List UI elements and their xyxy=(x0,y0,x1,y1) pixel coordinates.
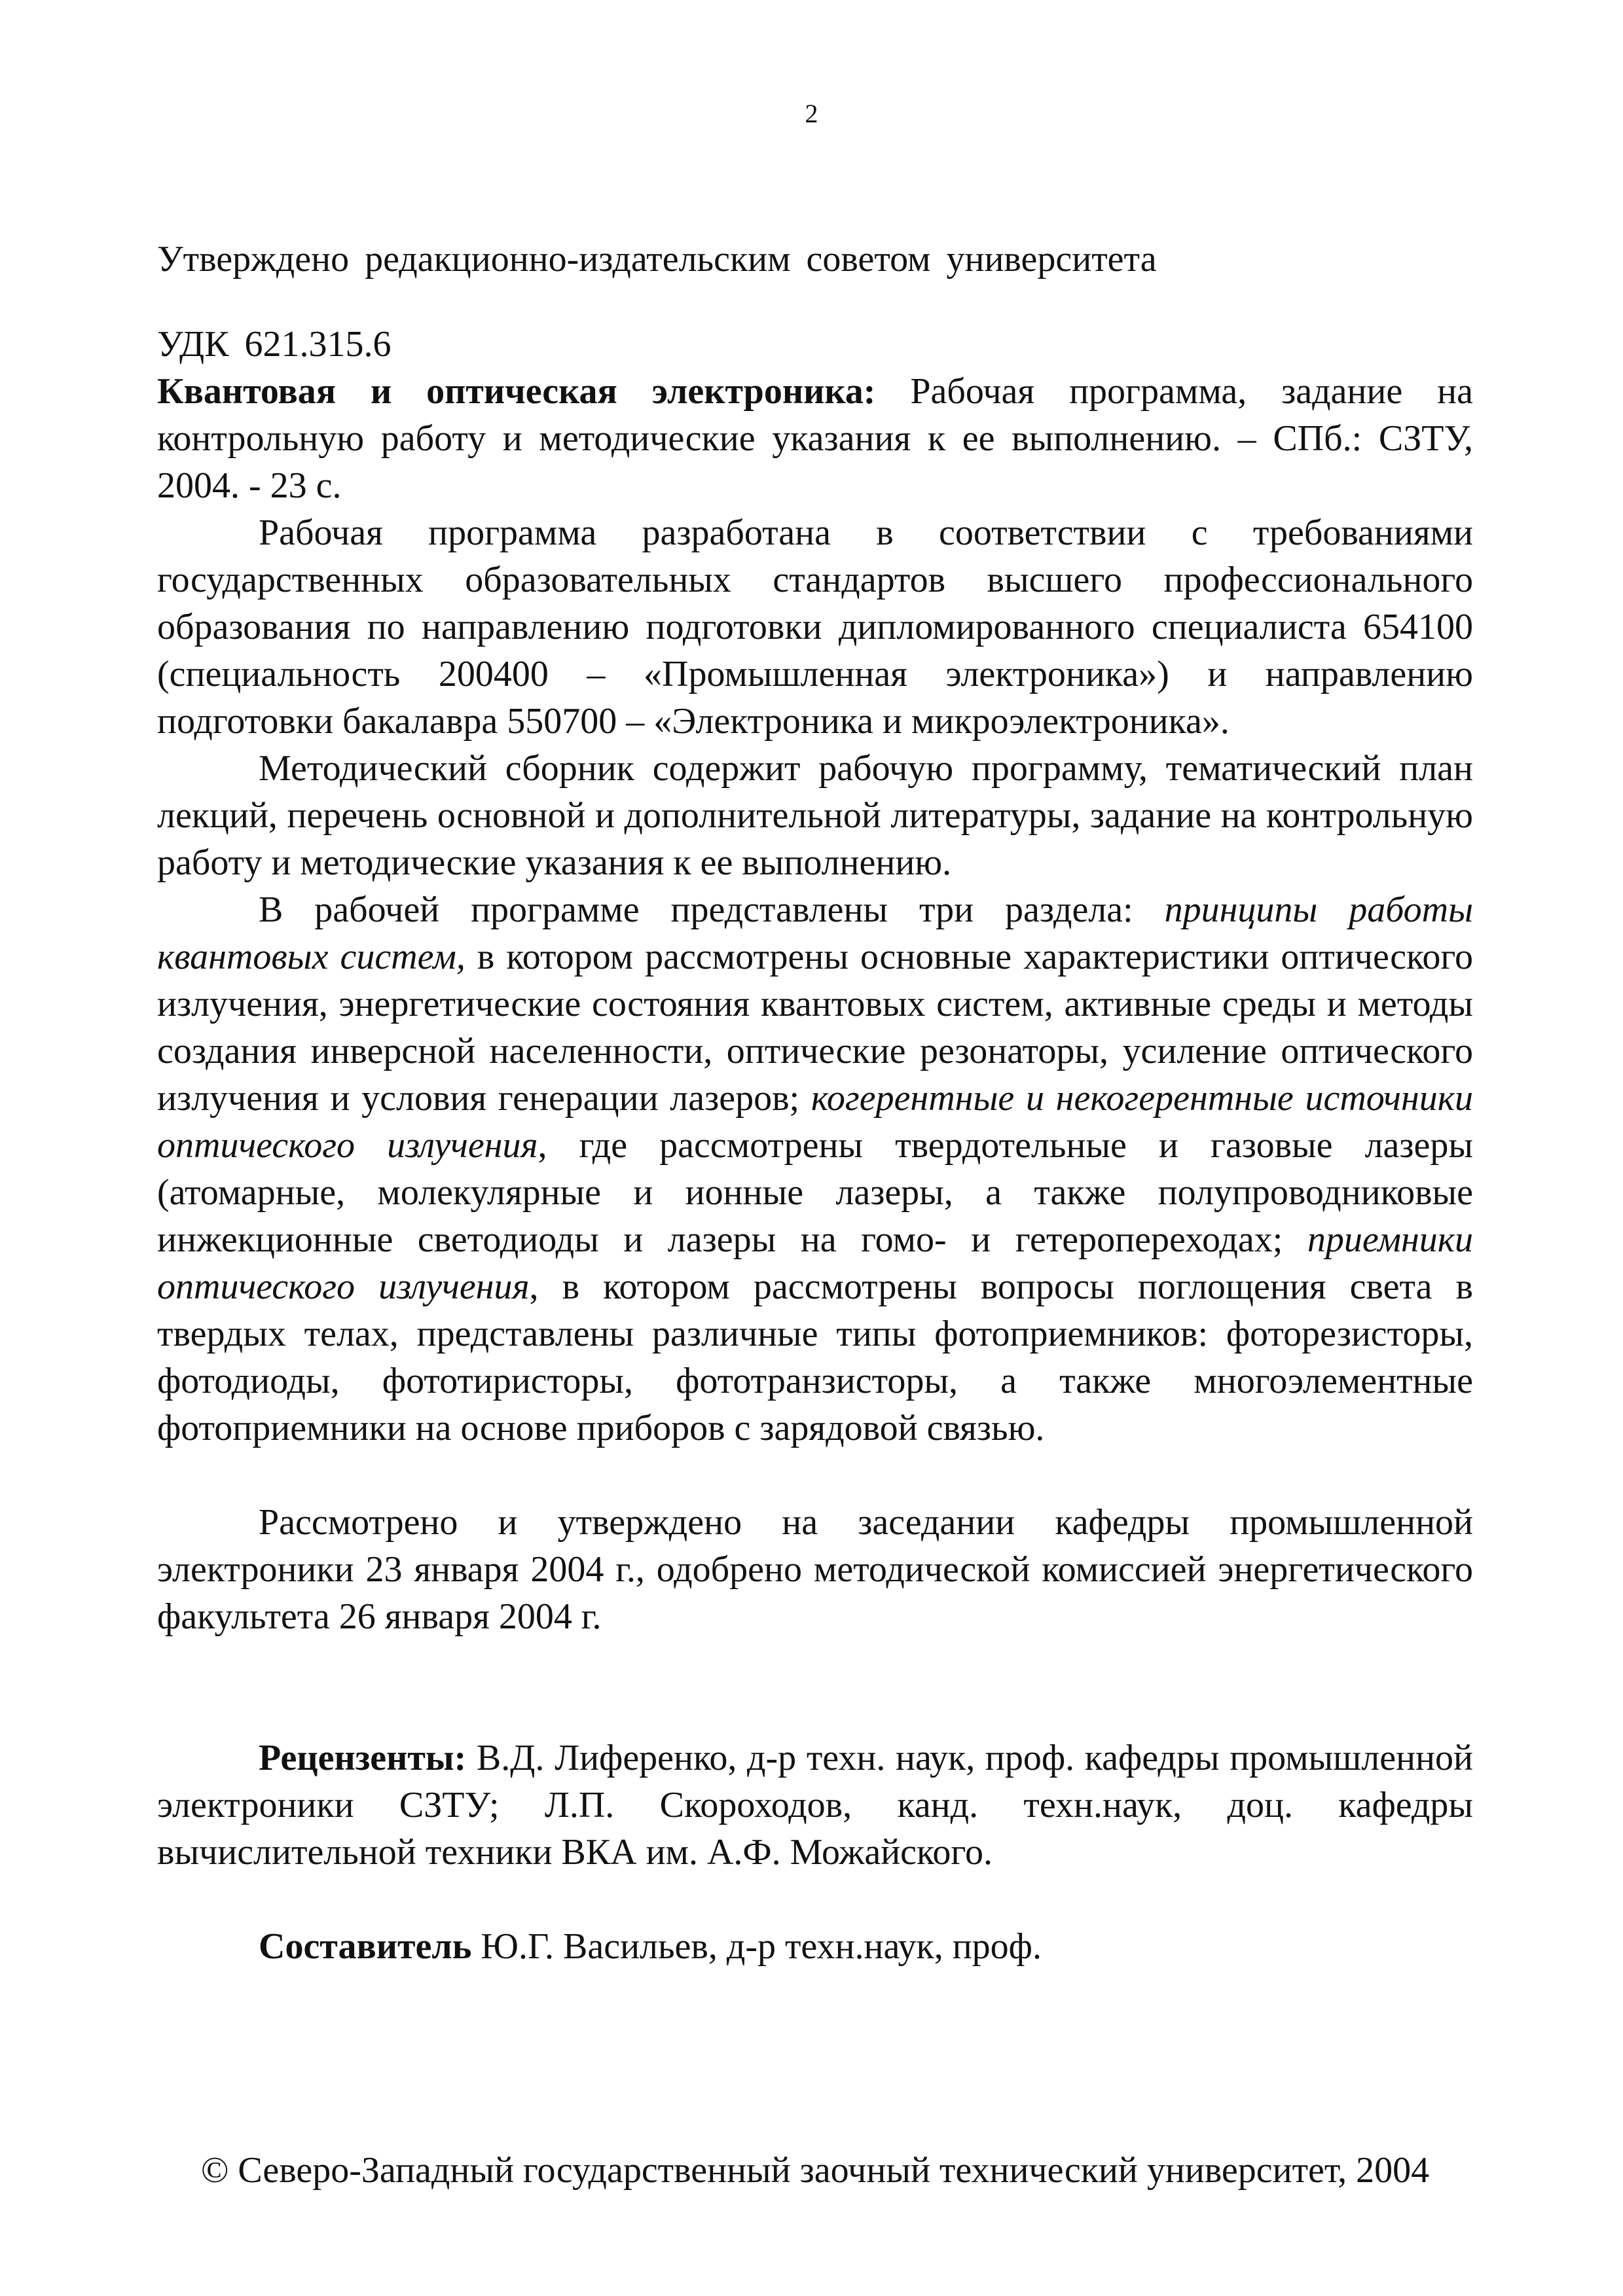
reviewers-label: Рецензенты: xyxy=(259,1738,467,1778)
compiler xyxy=(157,1923,1473,1970)
sections-text-4: , в котором рассмотрены вопросы поглощения света в твердых телах, представлены различные типы фотоприемников: фоторезисторы, фотодиоды, фототиристоры, фототранзисторы, а также многоэлементные фотоприемники на основе приборов с зарядовой связью. xyxy=(157,1266,1473,1448)
approval-line: Утверждено редакционно-издательским советом университета xyxy=(157,239,1157,279)
section-3-title: приемники оптического излучения xyxy=(157,1219,1473,1307)
sections-text-3: , где рассмотрены твердотельные и газовые лазеры (атомарные, молекулярные и ионные лазеры, а также полупроводниковые инжекционные светодиоды и лазеры на гомо- и гетеропереходах; xyxy=(157,1125,1473,1260)
paragraph-standards: Рабочая программа разработана в соответствии с требованиями государственных образовательных стандартов высшего профессионального образования по направлению подготовки дипломированного специалиста 654100 (специальность 200400 – «Промышленная электроника») и направлению подготовки бакалавра 550700 – «Электроника и микроэлектроника». xyxy=(157,512,1473,742)
paragraph-sections xyxy=(157,886,1473,1452)
department-approval: Рассмотрено и утверждено на заседании кафедры промышленной электроники 23 января 2004 г., одобрено методической комиссией энергетического факультета 26 января 2004 г. xyxy=(157,1502,1473,1637)
bibliographic-description xyxy=(157,368,1473,509)
document-title: Квантовая и оптическая электроника: xyxy=(157,371,876,412)
reviewers xyxy=(157,1734,1473,1876)
biblio-text: Рабочая программа, задание на контрольную работу и методические указания к ее выполнению. – СПб.: СЗТУ, 2004. - 23 с. xyxy=(157,371,1474,506)
reviewers-text: В.Д. Лиференко, д-р техн. наук, проф. кафедры промышленной электроники СЗТУ; Л.П. Скороходов, канд. техн.наук, доц. кафедры вычислительной техники ВКА им. А.Ф. Можайского. xyxy=(157,1738,1473,1873)
page-number: 2 xyxy=(805,99,818,128)
compiler-label: Составитель xyxy=(259,1926,472,1967)
compiler-text: Ю.Г. Васильев, д-р техн.наук, проф. xyxy=(471,1926,1042,1967)
sections-text-1: В рабочей программе представлены три раздела: xyxy=(259,889,1165,930)
paragraph-contents: Методический сборник содержит рабочую программу, тематический план лекций, перечень основной и дополнительной литературы, задание на контрольную работу и методические указания к ее выполнению. xyxy=(157,748,1473,883)
udk-code: УДК 621.315.6 xyxy=(157,324,392,365)
copyright-notice: © Северо-Западный государственный заочный технический университет, 2004 xyxy=(200,2150,1430,2191)
section-2-title: когерентные и некогерентные источники оптического излучения xyxy=(157,1078,1473,1166)
sections-text-2: в котором рассмотрены основные характеристики оптического излучения, энергетические состояния квантовых систем, активные среды и методы создания инверсной населенности, оптические резонаторы, усиление оптического излучения и условия генерации лазеров; xyxy=(157,937,1473,1119)
section-1-title: принципы работы квантовых систем, xyxy=(157,889,1474,977)
